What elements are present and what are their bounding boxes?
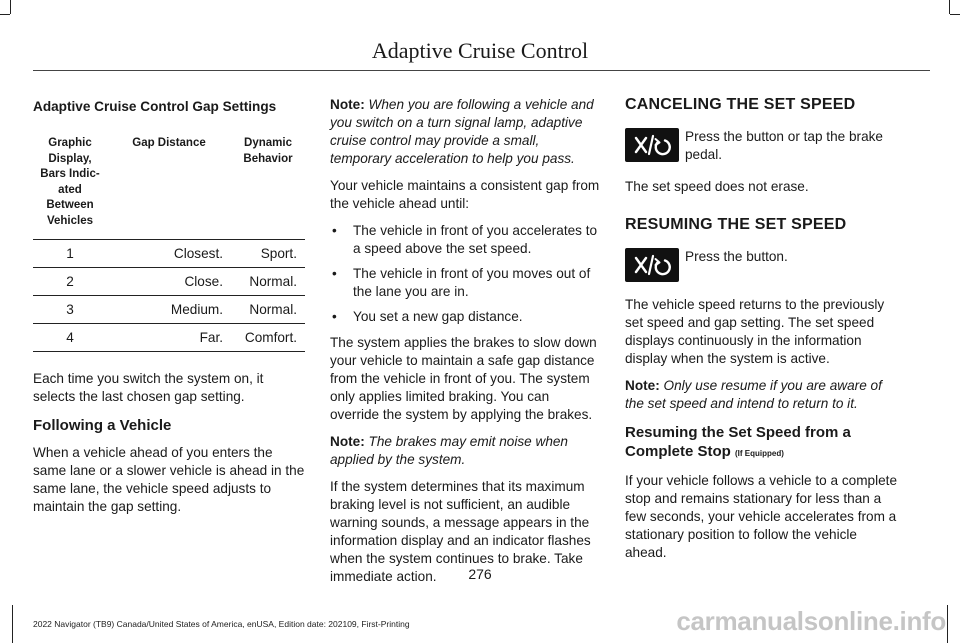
table-header-graphic-display: Graphic Display, Bars Indic- ated Between Vehicles — [33, 128, 107, 240]
crop-mark — [949, 0, 950, 14]
table-row — [33, 324, 305, 352]
table-row — [33, 240, 305, 268]
note-text: Only use resume if you are aware of the set speed and intend to return to it. — [625, 378, 882, 411]
heading-text: Resuming the Set Speed from a Complete Stop — [625, 424, 851, 460]
section-heading-following: Following a Vehicle — [33, 417, 172, 434]
running-title: Adaptive Cruise Control — [371, 38, 589, 63]
paragraph: The set speed does not erase. — [625, 179, 809, 194]
column-right — [625, 96, 897, 571]
paragraph: The vehicle speed returns to the previously set speed and gap setting. The set speed displays continuously in the information display when the system is active. — [625, 297, 885, 366]
paragraph: The system applies the brakes to slow down your vehicle to maintain a safe gap distance from the vehicle in front of you. The system only applies limited braking. You can override the system by applying the brakes. — [330, 335, 597, 422]
section-heading-complete-stop — [625, 423, 897, 463]
list-item: • The vehicle in front of you accelerates to a speed above the set speed. — [330, 222, 602, 258]
list-item: • You set a new gap distance. — [330, 308, 602, 326]
cancel-instruction-text: Press the button or tap the brake pedal. — [685, 129, 883, 162]
paragraph: If the system determines that its maximum braking level is not sufficient, an audible warning sounds, a message appears in the information display and an indicator flashes when the system continues to brake. Take immediate action. — [330, 479, 591, 584]
crop-mark — [12, 605, 13, 643]
paragraph: When a vehicle ahead of you enters the same lane or a slower vehicle is ahead in the same lane, the vehicle speed adjusts to maintain the gap setting. — [33, 445, 305, 514]
table-header-row — [33, 128, 305, 240]
header-rule — [33, 70, 930, 71]
note-label: Note: — [330, 97, 365, 112]
page-number: 276 — [468, 566, 492, 582]
table-cell: Comfort. — [231, 324, 305, 352]
table-header-gap-distance: Gap Distance — [107, 128, 231, 240]
crop-mark — [0, 14, 10, 15]
table-cell: 4 — [33, 324, 107, 352]
paragraph: If your vehicle follows a vehicle to a complete stop and remains stationary for less than a few seconds, your vehicle accelerates from a stationary position to follow the vehicle ahead. — [625, 473, 898, 560]
cancel-instruction-row — [625, 128, 897, 164]
section-heading-resuming: RESUMING THE SET SPEED — [625, 216, 847, 233]
cancel-resume-button-icon — [625, 128, 679, 162]
table-cell: Far. — [107, 324, 231, 352]
crop-mark — [947, 605, 948, 643]
cancel-resume-button-icon — [625, 248, 679, 282]
column-middle — [330, 96, 602, 595]
resume-instruction-row — [625, 248, 897, 282]
table-row — [33, 268, 305, 296]
note — [625, 377, 897, 413]
table-cell: 2 — [33, 268, 107, 296]
table-cell: Sport. — [231, 240, 305, 268]
table-cell: 1 — [33, 240, 107, 268]
list-item: • The vehicle in front of you moves out of the lane you are in. — [330, 265, 602, 301]
crop-mark — [10, 0, 11, 14]
table-row — [33, 296, 305, 324]
note-label: Note: — [330, 434, 365, 449]
table-header-dynamic-behavior: Dynamic Behavior — [231, 128, 305, 240]
table-cell: Medium. — [107, 296, 231, 324]
note-text: The brakes may emit noise when applied by the system. — [330, 434, 568, 467]
column-left — [33, 96, 305, 525]
table-cell: Closest. — [107, 240, 231, 268]
note-text: When you are following a vehicle and you switch on a turn signal lamp, adaptive cruise control may provide a small, temporary acceleration to help you pass. — [330, 97, 594, 166]
gap-settings-table — [33, 128, 305, 352]
bullet-list — [330, 222, 602, 326]
table-cell: 3 — [33, 296, 107, 324]
table-cell: Normal. — [231, 268, 305, 296]
section-heading-canceling: CANCELING THE SET SPEED — [625, 96, 856, 113]
paragraph: Your vehicle maintains a consistent gap from the vehicle ahead until: — [330, 178, 600, 211]
resume-instruction-text: Press the button. — [685, 249, 788, 264]
crop-mark — [950, 14, 960, 15]
table-title: Adaptive Cruise Control Gap Settings — [33, 99, 277, 114]
note — [330, 96, 602, 168]
note-label: Note: — [625, 378, 660, 393]
if-equipped-tag: (If Equipped) — [735, 449, 784, 458]
paragraph: Each time you switch the system on, it selects the last chosen gap setting. — [33, 371, 264, 404]
footer-edition-info: 2022 Navigator (TB9) Canada/United States of America, enUSA, Edition date: 202109, First-Printing — [33, 619, 410, 629]
table-cell: Normal. — [231, 296, 305, 324]
table-cell: Close. — [107, 268, 231, 296]
watermark: carmanualsonline.info — [676, 606, 946, 636]
note — [330, 433, 602, 469]
